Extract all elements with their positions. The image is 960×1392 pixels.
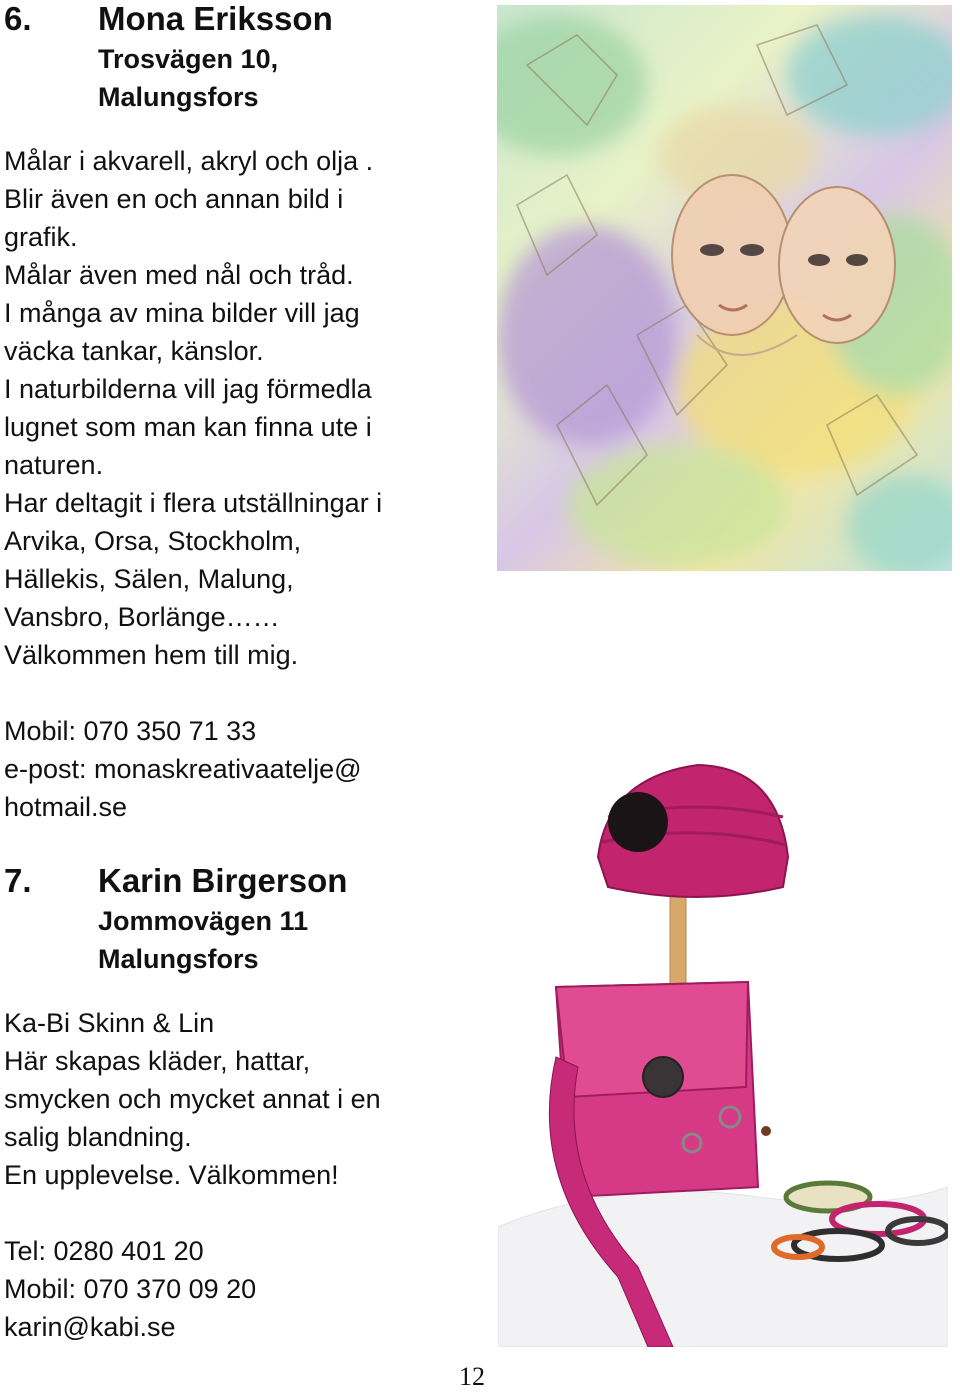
description-line: Ka-Bi Skinn & Lin: [4, 1008, 215, 1038]
contact-mobile: Mobil: 070 350 71 33: [4, 716, 257, 746]
contact-phone: Tel: 0280 401 20: [4, 1236, 204, 1266]
artist-name: Karin Birgerson: [98, 862, 348, 899]
description-line: I naturbilderna vill jag förmedla: [4, 374, 372, 404]
description-line: Vansbro, Borlänge……: [4, 602, 280, 632]
entry-number: 7.: [4, 862, 32, 899]
description-line: Välkommen hem till mig.: [4, 640, 299, 670]
page-number: 12: [459, 1362, 485, 1391]
address-line: Jommovägen 11: [98, 906, 309, 936]
description-line: Målar i akvarell, akryl och olja .: [4, 146, 374, 176]
description-line: grafik.: [4, 222, 78, 252]
description-line: väcka tankar, känslor.: [4, 336, 264, 366]
entry-heading: [4, 862, 474, 1004]
painting-illustration: [497, 5, 952, 571]
description-line: naturen.: [4, 450, 104, 480]
description-line: salig blandning.: [4, 1122, 192, 1152]
description-line: lugnet som man kan finna ute i: [4, 412, 372, 442]
description-line: smycken och mycket annat i en: [4, 1084, 381, 1114]
address-line: Malungsfors: [98, 944, 259, 974]
artist-description: [4, 1004, 474, 1194]
description-line: Arvika, Orsa, Stockholm,: [4, 526, 302, 556]
address-line: Trosvägen 10,: [98, 44, 279, 74]
contact-email: karin@kabi.se: [4, 1312, 176, 1342]
artist-contact: [4, 712, 474, 826]
description-line: Målar även med nål och tråd.: [4, 260, 354, 290]
entry-mona-eriksson: [4, 0, 474, 826]
artist-address: [98, 40, 278, 116]
description-line: I många av mina bilder vill jag: [4, 298, 360, 328]
description-line: Här skapas kläder, hattar,: [4, 1046, 311, 1076]
contact-mobile: Mobil: 070 370 09 20: [4, 1274, 257, 1304]
crafts-illustration: [498, 757, 948, 1347]
contact-email: e-post: monaskreativaatelje@: [4, 754, 362, 784]
entry-number: 6.: [4, 0, 32, 37]
artist-description: [4, 142, 474, 674]
description-line: Blir även en och annan bild i: [4, 184, 344, 214]
address-line: Malungsfors: [98, 82, 259, 112]
description-line: Har deltagit i flera utställningar i: [4, 488, 383, 518]
watercolor-painting-image: [497, 5, 952, 571]
crafts-photo-image: [498, 757, 948, 1347]
artist-name: Mona Eriksson: [98, 0, 333, 37]
artist-contact: [4, 1232, 474, 1346]
description-line: Hällekis, Sälen, Malung,: [4, 564, 294, 594]
artist-address: [98, 902, 308, 978]
contact-email-cont: hotmail.se: [4, 792, 128, 822]
entry-karin-birgerson: [4, 862, 474, 1346]
description-line: En upplevelse. Välkommen!: [4, 1160, 339, 1190]
entry-heading: [4, 0, 474, 142]
